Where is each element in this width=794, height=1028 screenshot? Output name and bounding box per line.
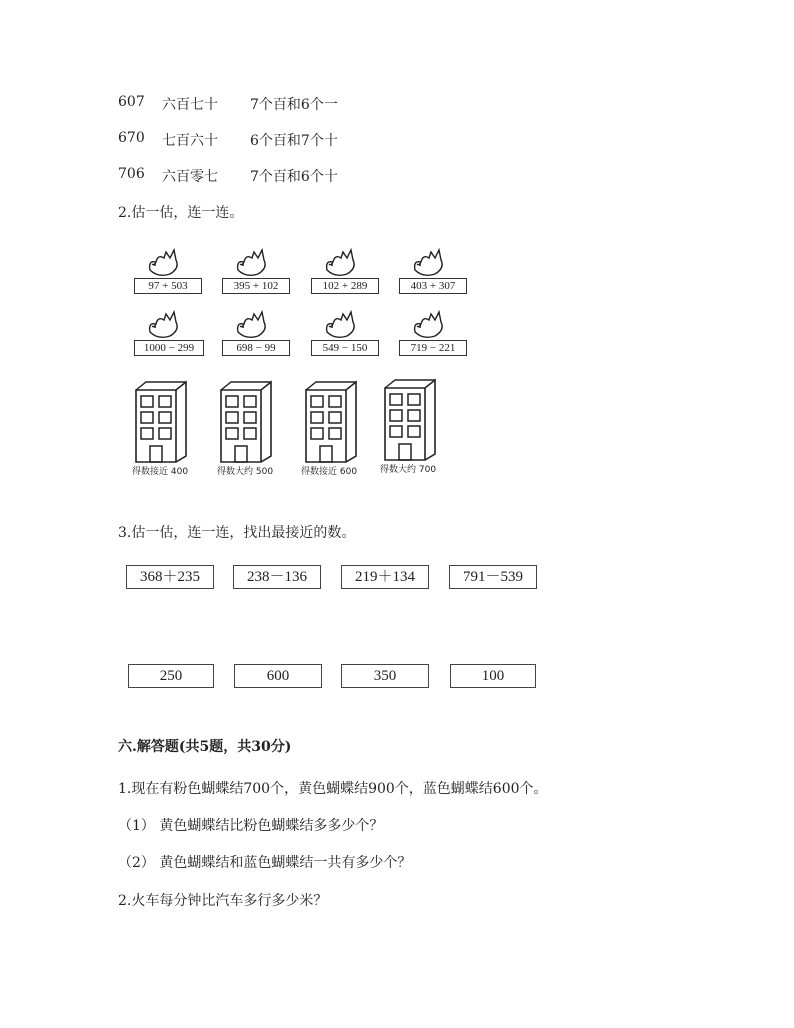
section-6-heading: 六.解答题(共5题，共30分) xyxy=(118,739,292,755)
number: 706 xyxy=(118,166,145,182)
place-value: 6个百和7个十 xyxy=(250,133,338,149)
problem-1-part-2: （2） 黄色蝴蝶结和蓝色蝴蝶结一共有多少个？ xyxy=(118,855,412,871)
bird-icon xyxy=(232,248,272,280)
bird-expression-5: 1000 − 299 xyxy=(134,340,204,356)
bird-icon xyxy=(409,248,449,280)
building-icon xyxy=(381,378,439,462)
bird-expression-7: 549 − 150 xyxy=(311,340,379,356)
match-row-3 xyxy=(118,166,418,186)
answer-box-2: 600 xyxy=(234,664,322,688)
answer-box-3: 350 xyxy=(341,664,429,688)
answer-box-4: 100 xyxy=(450,664,536,688)
bird-icon xyxy=(321,310,361,342)
bird-expression-3: 102 + 289 xyxy=(311,278,379,294)
answer-box-1: 250 xyxy=(128,664,214,688)
expression-box-3: 219＋134 xyxy=(341,565,429,589)
number: 607 xyxy=(118,94,145,110)
number-words: 六百零七 xyxy=(162,169,218,185)
number-words: 六百七十 xyxy=(162,97,218,113)
building-caption-4: 得数大约 700 xyxy=(380,465,437,475)
bird-expression-2: 395 + 102 xyxy=(222,278,290,294)
building-icon xyxy=(132,380,190,464)
place-value: 7个百和6个一 xyxy=(250,97,338,113)
question-2-title: 2.估一估，连一连。 xyxy=(118,205,244,221)
problem-1-part-1: （1） 黄色蝴蝶结比粉色蝴蝶结多多少个？ xyxy=(118,818,384,834)
expression-box-4: 791－539 xyxy=(449,565,537,589)
bird-icon xyxy=(409,310,449,342)
expression-box-2: 238－136 xyxy=(233,565,321,589)
number-words: 七百六十 xyxy=(162,133,218,149)
bird-icon xyxy=(321,248,361,280)
bird-expression-6: 698 − 99 xyxy=(222,340,290,356)
place-value: 7个百和6个十 xyxy=(250,169,338,185)
match-row-1 xyxy=(118,94,418,114)
bird-icon xyxy=(144,310,184,342)
expression-box-1: 368＋235 xyxy=(126,565,214,589)
bird-expression-8: 719 − 221 xyxy=(399,340,467,356)
problem-1: 1.现在有粉色蝴蝶结700个，黄色蝴蝶结900个，蓝色蝴蝶结600个。 xyxy=(118,781,548,797)
bird-expression-1: 97 + 503 xyxy=(134,278,202,294)
problem-2: 2.火车每分钟比汽车多行多少米？ xyxy=(118,893,328,909)
building-caption-3: 得数接近 600 xyxy=(301,467,358,477)
building-caption-2: 得数大约 500 xyxy=(217,467,274,477)
building-caption-1: 得数接近 400 xyxy=(132,467,189,477)
building-icon xyxy=(217,380,275,464)
number: 670 xyxy=(118,130,145,146)
match-row-2 xyxy=(118,130,418,150)
bird-icon xyxy=(232,310,272,342)
question-3-title: 3.估一估，连一连，找出最接近的数。 xyxy=(118,525,356,541)
bird-icon xyxy=(144,248,184,280)
building-icon xyxy=(302,380,360,464)
bird-expression-4: 403 + 307 xyxy=(399,278,467,294)
